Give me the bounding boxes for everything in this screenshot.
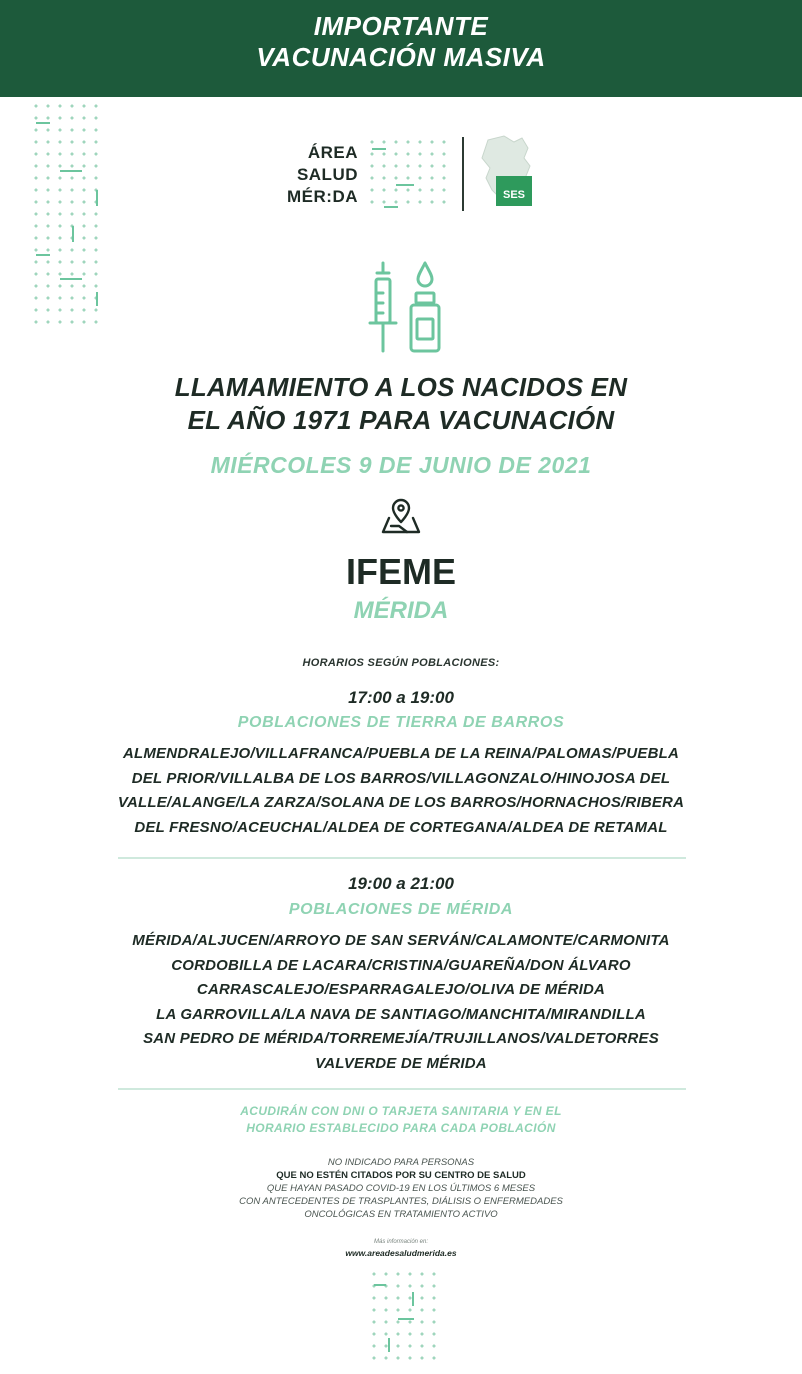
- group-1-towns: [0, 742, 802, 840]
- banner-title-line-1: IMPORTANTE: [313, 11, 489, 41]
- decorative-dash: [412, 1292, 414, 1306]
- town-list-line: CORDOBILLA DE LACARA/CRISTINA/GUAREÑA/DON ÁLVARO: [171, 956, 631, 974]
- area-salud-merida-logo-text: [266, 142, 358, 208]
- more-info-label: Más información en:: [373, 1239, 429, 1245]
- decorative-dash: [96, 292, 98, 306]
- town-list-line: CARRASCALEJO/ESPARRAGALEJO/OLIVA DE MÉRIDA: [196, 981, 606, 998]
- requirements-line-2: HORARIO ESTABLECIDO PARA CADA POBLACIÓN: [246, 1121, 556, 1135]
- decorative-dash: [36, 254, 50, 256]
- section-divider: [118, 857, 686, 859]
- banner-title-line-2: VACUNACIÓN MASIVA: [256, 42, 546, 72]
- decorative-dash: [388, 1338, 390, 1352]
- group-2-time: 19:00 a 21:00: [348, 874, 454, 893]
- decorative-dash: [396, 184, 414, 186]
- requirements-note: [0, 1103, 802, 1137]
- decorative-dash: [384, 206, 398, 208]
- exclusions-note: [0, 1156, 802, 1221]
- headline: [0, 371, 802, 437]
- decorative-dash: [372, 148, 386, 150]
- group-2-towns: [0, 929, 802, 1076]
- headline-line-2: EL AÑO 1971 PARA VACUNACIÓN: [187, 405, 615, 435]
- group-2-zone: POBLACIONES DE MÉRIDA: [288, 901, 514, 918]
- exclusions-line-2: QUE NO ESTÉN CITADOS POR SU CENTRO DE SALUD: [276, 1170, 526, 1181]
- ses-logo-icon: [478, 132, 538, 212]
- town-list-line: DEL PRIOR/VILLALBA DE LOS BARROS/VILLAGONZALO/HINOJOSA DEL: [131, 769, 671, 787]
- decorative-dash: [72, 226, 74, 242]
- section-divider: [118, 1088, 686, 1090]
- group-1-zone: POBLACIONES DE TIERRA DE BARROS: [237, 714, 565, 731]
- website-link[interactable]: www.areadesaludmerida.es: [345, 1248, 457, 1258]
- ses-label: SES: [502, 189, 526, 201]
- venue-name: IFEME: [345, 551, 456, 592]
- logo-line-2: SALUD: [296, 165, 358, 184]
- logo-divider: [462, 137, 464, 211]
- town-list-line: VALLE/ALANGE/LA ZARZA/SOLANA DE LOS BARROS/HORNACHOS/RIBERA: [117, 794, 685, 811]
- top-banner: [0, 0, 802, 97]
- town-list-line: MÉRIDA/ALJUCEN/ARROYO DE SAN SERVÁN/CALAMONTE/CARMONITA: [132, 932, 670, 949]
- requirements-line-1: ACUDIRÁN CON DNI O TARJETA SANITARIA Y EN EL: [240, 1104, 562, 1118]
- town-list-line: LA GARROVILLA/LA NAVA DE SANTIAGO/MANCHITA/MIRANDILLA: [156, 1005, 646, 1023]
- decorative-dash: [374, 1284, 386, 1286]
- exclusions-line-5: ONCOLÓGICAS EN TRATAMIENTO ACTIVO: [304, 1209, 498, 1220]
- group-1-time: 17:00 a 19:00: [348, 688, 454, 707]
- logo-line-3: MÉR:DA: [287, 187, 358, 206]
- map-pin-icon: [379, 496, 423, 536]
- headline-line-1: LLAMAMIENTO A LOS NACIDOS EN: [174, 372, 628, 402]
- syringe-vial-icon: [365, 259, 445, 355]
- decorative-dash: [36, 122, 50, 124]
- event-date: MIÉRCOLES 9 DE JUNIO DE 2021: [210, 452, 592, 478]
- venue-city: MÉRIDA: [353, 597, 449, 624]
- exclusions-line-1: NO INDICADO PARA PERSONAS: [327, 1157, 475, 1168]
- decorative-dash: [60, 278, 82, 280]
- decorative-dash: [398, 1318, 414, 1320]
- town-list-line: ALMENDRALEJO/VILLAFRANCA/PUEBLA DE LA REINA/PALOMAS/PUEBLA: [122, 745, 680, 762]
- exclusions-line-4: CON ANTECEDENTES DE TRASPLANTES, DIÁLISIS O ENFERMEDADES: [239, 1196, 563, 1207]
- decorative-dash: [96, 190, 98, 206]
- logo-line-1: ÁREA: [307, 143, 358, 162]
- town-list-line: SAN PEDRO DE MÉRIDA/TORREMEJÍA/TRUJILLANOS/VALDETORRES: [143, 1030, 659, 1047]
- decorative-dash: [60, 170, 82, 172]
- town-list-line: VALVERDE DE MÉRIDA: [315, 1054, 487, 1072]
- exclusions-line-3: QUE HAYAN PASADO COVID-19 EN LOS ÚLTIMOS 6 MESES: [266, 1183, 536, 1194]
- decorative-dot-pattern-top: [30, 100, 106, 326]
- town-list-line: DEL FRESNO/ACEUCHAL/ALDEA DE CORTEGANA/ALDEA DE RETAMAL: [134, 818, 668, 836]
- schedule-intro: HORARIOS SEGÚN POBLACIONES:: [302, 657, 500, 669]
